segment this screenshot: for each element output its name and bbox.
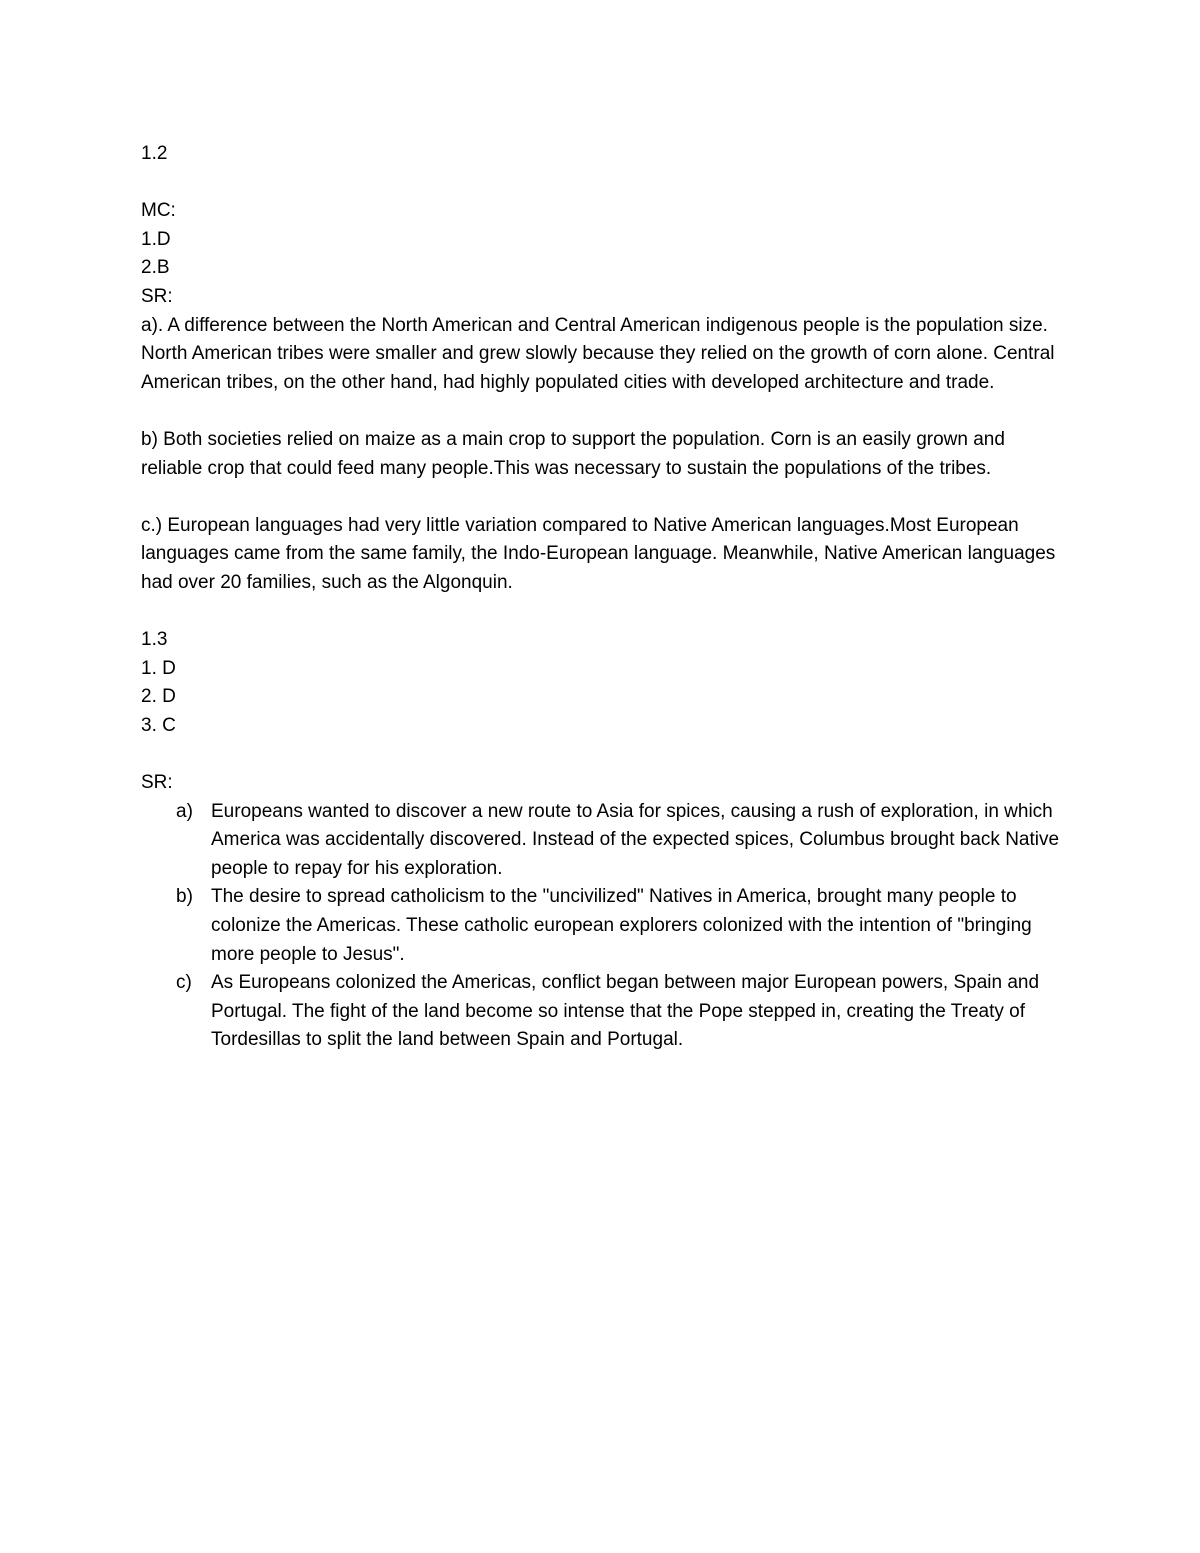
list-item xyxy=(141,798,1061,884)
sr-answer-paragraph-c: c.) European languages had very little variation compared to Native American languages.Most European languages came from the same family, the Indo-European language. Meanwhile, Native American languages had over 20 families, such as the Algonquin. xyxy=(141,514,1056,593)
document-page xyxy=(141,140,1061,1055)
mc-label: MC: xyxy=(141,200,176,222)
sr-answer-paragraph-b: b) Both societies relied on maize as a main crop to support the population. Corn is an easily grown and reliable crop that could feed many people.This was necessary to sustain the populations of the tribes. xyxy=(141,428,1005,479)
section-heading-1-2: 1.2 xyxy=(141,143,168,164)
list-item xyxy=(141,969,1061,1055)
spacer xyxy=(141,740,1061,769)
sr-label: SR: xyxy=(141,772,173,794)
sr-answer-paragraph-a: a). A difference between the North American and Central American indigenous people is the population size. North American tribes were smaller and grew slowly because they relied on the growth of corn alone. Central American tribes, on the other hand, had highly populated cities with developed architecture and trade. xyxy=(141,314,1055,393)
list-item-text: The desire to spread catholicism to the "uncivilized" Natives in America, brought many people to colonize the Americas. These catholic european explorers colonized with the intention of "bringing more people to Jesus". xyxy=(211,886,1032,965)
list-marker: a) xyxy=(176,800,193,822)
spacer xyxy=(141,598,1061,627)
sr-answer-list xyxy=(141,798,1061,1055)
list-item xyxy=(141,883,1061,969)
list-marker: c) xyxy=(176,972,192,994)
spacer xyxy=(141,397,1061,426)
sr-label: SR: xyxy=(141,285,173,307)
list-item-text: Europeans wanted to discover a new route to Asia for spices, causing a rush of exploration, in which America was accidentally discovered. Instead of the expected spices, Columbus brought back Native people to repay for his exploration. xyxy=(211,800,1060,879)
mc-answer: 3. C xyxy=(141,714,176,736)
list-item-text: As Europeans colonized the Americas, conflict began between major European powers, Spain and Portugal. The fight of the land become so intense that the Pope stepped in, creating the Treaty of Tordesillas to split the land between Spain and Portugal. xyxy=(211,972,1040,1051)
mc-answer: 2. D xyxy=(141,686,176,708)
spacer xyxy=(141,483,1061,512)
spacer xyxy=(141,169,1061,198)
mc-answer: 1. D xyxy=(141,657,176,679)
list-marker: b) xyxy=(176,886,193,908)
mc-answer: 2.B xyxy=(141,257,170,279)
section-heading-1-3: 1.3 xyxy=(141,629,168,651)
mc-answer: 1.D xyxy=(141,228,171,250)
